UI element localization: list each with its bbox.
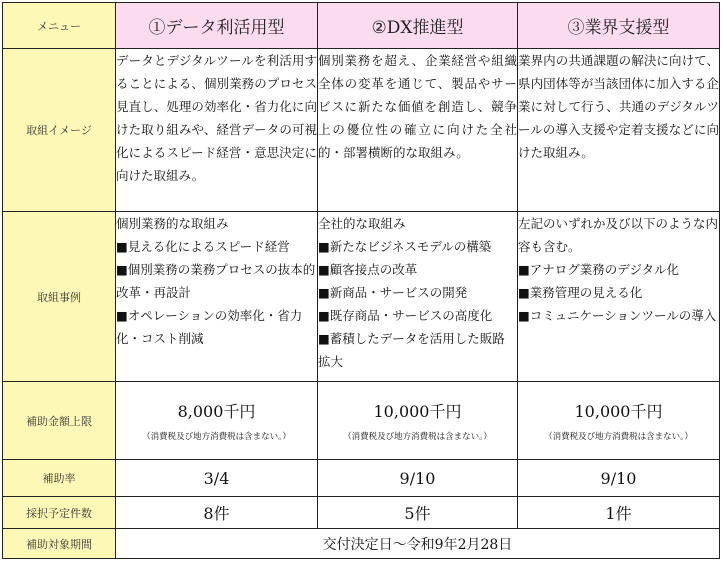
rate-row xyxy=(3,460,720,497)
tax-note: （消費税及び地方消費税は含まない。） xyxy=(544,432,693,442)
image-text-industry-support: 業界内の共通課題の解決に向けて、県内団体等が当該団体に加入する企業に対して行う、共通のデジタルツールの導入支援や定着支援などに向けた取組み。 xyxy=(518,49,720,212)
examples-dx-promotion xyxy=(318,212,518,382)
limit-amount: 8,000千円 xyxy=(177,402,256,421)
count-data-utilization: 8件 xyxy=(116,497,318,529)
rate-data-utilization: 3/4 xyxy=(116,460,318,497)
limit-row-label: 補助金額上限 xyxy=(3,382,116,460)
count-dx-promotion: 5件 xyxy=(318,497,518,529)
count-industry-support: 1件 xyxy=(518,497,720,529)
example-item: ■新商品・サービスの開発 xyxy=(318,285,468,300)
example-item: ■アナログ業務のデジタル化 xyxy=(518,262,680,277)
example-item: ■オペレーションの効率化・省力化・コスト削減 xyxy=(116,308,303,346)
count-row xyxy=(3,497,720,529)
column-header-industry-support: ③業界支援型 xyxy=(518,3,720,49)
image-row-label: 取組イメージ xyxy=(3,49,116,212)
menu-label: メニュー xyxy=(3,3,116,49)
column-header-dx-promotion: ②DX推進型 xyxy=(318,3,518,49)
example-item: ■見える化によるスピード経営 xyxy=(116,239,290,254)
limit-industry-support xyxy=(518,382,720,460)
example-item: ■コミュニケーションツールの導入 xyxy=(518,308,717,323)
rate-industry-support: 9/10 xyxy=(518,460,720,497)
example-item: 全社的な取組み xyxy=(318,216,406,231)
limit-row xyxy=(3,382,720,460)
examples-data-utilization xyxy=(116,212,318,382)
example-item: ■既存商品・サービスの高度化 xyxy=(318,308,493,323)
image-text-dx-promotion: 個別業務を超え、企業経営や組織全体の変革を通じて、製品やサービスに新たな価値を創造し、競争上の優位性の確立に向けた全社的・部署横断的な取組み。 xyxy=(318,49,518,212)
example-item: ■新たなビジネスモデルの構築 xyxy=(318,239,492,254)
limit-amount: 10,000千円 xyxy=(574,402,663,421)
subsidy-menu-table xyxy=(2,2,720,559)
example-item: 個別業務的な取組み xyxy=(116,216,229,231)
period-value: 交付決定日～令和9年2月28日 xyxy=(116,529,720,559)
rate-row-label: 補助率 xyxy=(3,460,116,497)
header-row xyxy=(3,3,720,49)
examples-row-label: 取組事例 xyxy=(3,212,116,382)
examples-industry-support xyxy=(518,212,720,382)
example-item: ■顧客接点の改革 xyxy=(318,262,418,277)
period-row xyxy=(3,529,720,559)
period-row-label: 補助対象期間 xyxy=(3,529,116,559)
example-item: ■蓄積したデータを活用した販路拡大 xyxy=(318,331,505,369)
rate-dx-promotion: 9/10 xyxy=(318,460,518,497)
limit-data-utilization xyxy=(116,382,318,460)
tax-note: （消費税及び地方消費税は含まない。） xyxy=(142,432,291,442)
example-item: 左記のいずれか及び以下のような内容も含む。 xyxy=(518,216,719,254)
limit-amount: 10,000千円 xyxy=(373,402,462,421)
column-header-data-utilization: ①データ利活用型 xyxy=(116,3,318,49)
example-item: ■業務管理の見える化 xyxy=(518,285,643,300)
image-text-data-utilization: データとデジタルツールを利活用することによる、個別業務のプロセス見直し、処理の効率化・省力化に向けた取り組みや、経営データの可視化によるスピード経営・意思決定に向けた取組み。 xyxy=(116,49,318,212)
example-item: ■個別業務の業務プロセスの抜本的改革・再設計 xyxy=(116,262,316,300)
examples-row xyxy=(3,212,720,382)
count-row-label: 採択予定件数 xyxy=(3,497,116,529)
limit-dx-promotion xyxy=(318,382,518,460)
image-row xyxy=(3,49,720,212)
tax-note: （消費税及び地方消費税は含まない。） xyxy=(343,432,492,442)
